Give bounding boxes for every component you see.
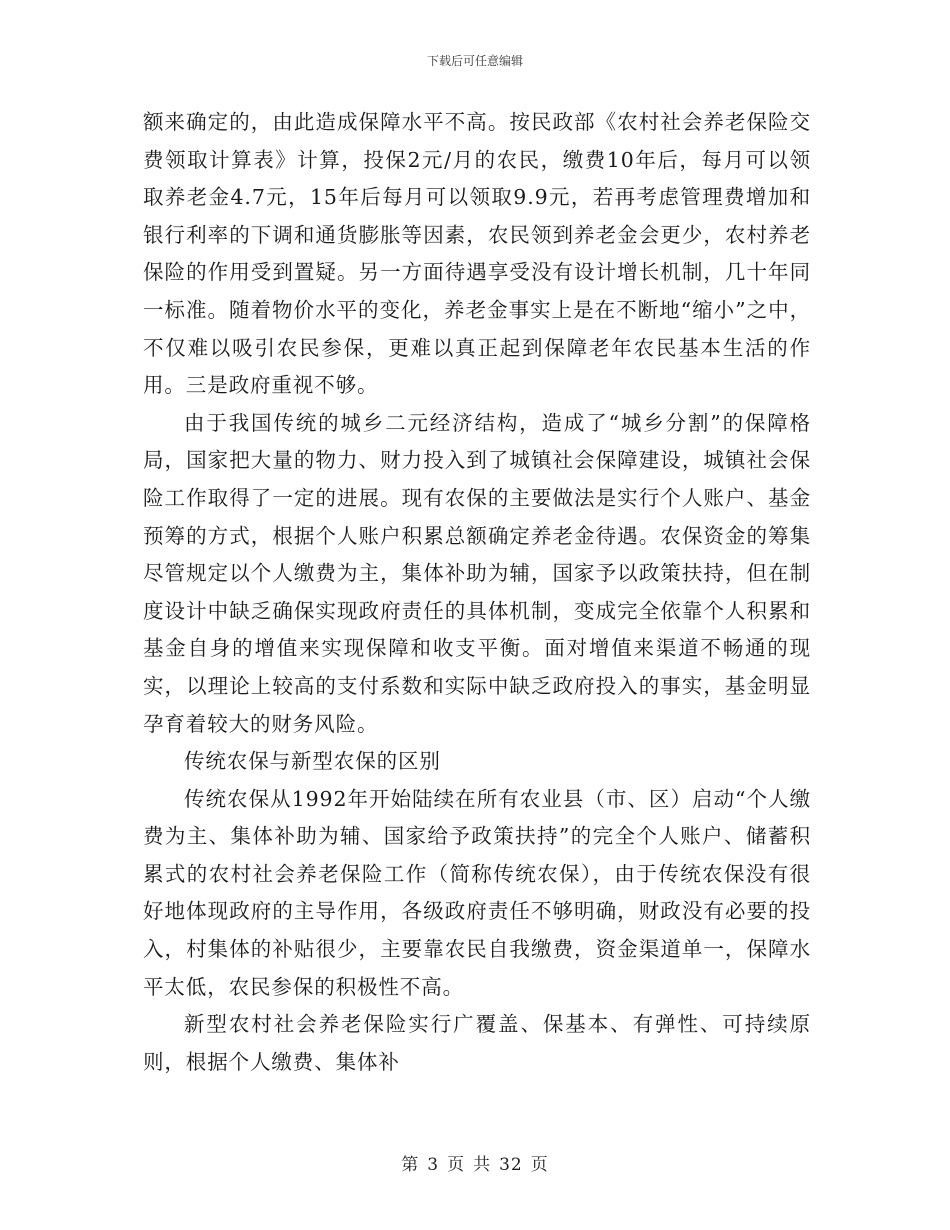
- document-body: [143, 104, 811, 1081]
- paragraph: 由于我国传统的城乡二元经济结构，造成了“城乡分割”的保障格局，国家把大量的物力、财力投入到了城镇社会保障建设，城镇社会保险工作取得了一定的进展。现有农保的主要做法是实行个人账户、基金预筹的方式，根据个人账户积累总额确定养老金待遇。农保资金的筹集尽管规定以个人缴费为主，集体补助为辅，国家予以政策扶持，但在制度设计中缺乏确保实现政府责任的具体机制，变成完全依靠个人积累和基金自身的增值来实现保障和收支平衡。面对增值来渠道不畅通的现实，以理论上较高的支付系数和实际中缺乏政府投入的事实，基金明显孕育着较大的财务风险。: [143, 410, 811, 736]
- page-label: 第: [401, 1155, 420, 1175]
- paragraph: 新型农村社会养老保险实行广覆盖、保基本、有弹性、可持续原则，根据个人缴费、集体补: [143, 1012, 811, 1074]
- paragraph: 传统农保从1992年开始陆续在所有农业县（市、区）启动“个人缴费为主、集体补助为辅、国家给予政策扶持”的完全个人账户、储蓄积累式的农村社会养老保险工作（简称传统农保），由于传统农保没有很好地体现政府的主导作用，各级政府责任不够明确，财政没有必要的投入，村集体的补贴很少，主要靠农民自我缴费，资金渠道单一，保障水平太低，农民参保的积极性不高。: [143, 786, 811, 999]
- total-pages: 32: [499, 1155, 523, 1175]
- section-heading: 传统农保与新型农保的区别: [184, 749, 441, 774]
- paragraph-continued: 额来确定的，由此造成保障水平不高。按民政部《农村社会养老保险交费领取计算表》计算，投保2元/月的农民，缴费10年后，每月可以领取养老金4.7元，15年后每月可以领取9.9元，若再考虑管理费增加和银行利率的下调和通货膨胀等因素，农民领到养老金会更少，农村养老保险的作用受到置疑。另一方面待遇享受没有设计增长机制，几十年同一标准。随着物价水平的变化，养老金事实上是在不断地“缩小”之中，不仅难以吸引农民参保，更难以真正起到保障老年农民基本生活的作用。三是政府重视不够。: [143, 110, 811, 398]
- page-header: 下载后可任意编辑: [426, 54, 523, 68]
- page-number: 3: [427, 1155, 440, 1175]
- total-label: 共: [473, 1155, 492, 1175]
- total-unit: 页: [530, 1155, 549, 1175]
- page-unit: 页: [447, 1155, 466, 1175]
- page-footer: [0, 1150, 950, 1175]
